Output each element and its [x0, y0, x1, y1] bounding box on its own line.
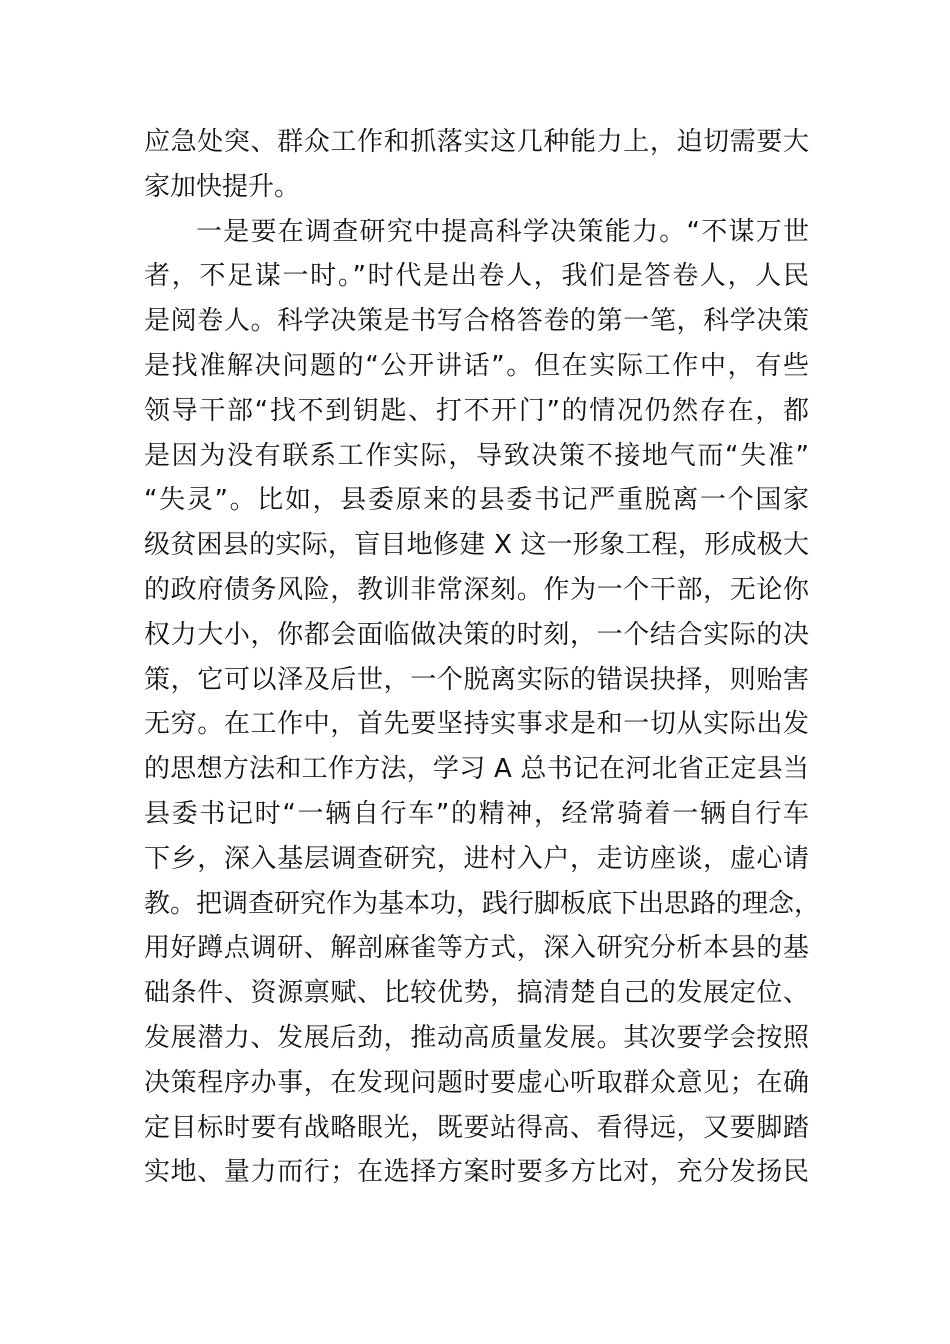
text-line: 实地、量力而行；在选择方案时要多方比对，充分发扬民 [144, 1157, 809, 1188]
paragraph-first-line: 一是要在调查研究中提高科学决策能力。“不谋万世 [196, 216, 809, 247]
text-line: 无穷。在工作中，首先要坚持实事求是和一切从实际出发 [144, 709, 809, 740]
text-line: 县委书记时“一辆自行车”的精神，经常骑着一辆自行车 [144, 798, 809, 829]
body-text [144, 120, 821, 1195]
text-line: 是因为没有联系工作实际，导致决策不接地气而“失准” [144, 440, 809, 471]
text-line: 是找准解决问题的“公开讲话”。但在实际工作中，有些 [144, 350, 809, 381]
text-line: 是阅卷人。科学决策是书写合格答卷的第一笔，科学决策 [144, 306, 809, 337]
text-line: 定目标时要有战略眼光，既要站得高、看得远，又要脚踏 [144, 1112, 809, 1143]
text-line: 决策程序办事，在发现问题时要虚心听取群众意见；在确 [144, 1067, 809, 1098]
text-line: 者，不足谋一时。”时代是出卷人，我们是答卷人，人民 [144, 261, 809, 292]
text-line: 领导干部“找不到钥匙、打不开门”的情况仍然存在，都 [144, 395, 809, 426]
text-line: “失灵”。比如，县委原来的县委书记严重脱离一个国家 [144, 485, 809, 516]
text-line: 用好蹲点调研、解剖麻雀等方式，深入研究分析本县的基 [144, 933, 809, 964]
text-line: 策，它可以泽及后世，一个脱离实际的错误抉择，则贻害 [144, 664, 809, 695]
text-line: 级贫困县的实际，盲目地修建 X 这一形象工程，形成极大 [144, 530, 809, 561]
text-line: 应急处突、群众工作和抓落实这几种能力上，迫切需要大 [144, 127, 809, 157]
text-line: 的思想方法和工作方法，学习 A 总书记在河北省正定县当 [144, 754, 809, 785]
text-line: 的政府债务风险，教训非常深刻。作为一个干部，无论你 [144, 574, 809, 605]
text-line: 教。把调查研究作为基本功，践行脚板底下出思路的理念， [144, 888, 821, 919]
text-line: 础条件、资源禀赋、比较优势，搞清楚自己的发展定位、 [144, 978, 809, 1009]
text-line: 权力大小，你都会面临做决策的时刻，一个结合实际的决 [144, 619, 809, 650]
text-line: 家加快提升。 [144, 171, 301, 202]
text-line: 下乡，深入基层调查研究，进村入户，走访座谈，虚心请 [144, 843, 809, 874]
text-line: 发展潜力、发展后劲，推动高质量发展。其次要学会按照 [144, 1022, 809, 1053]
